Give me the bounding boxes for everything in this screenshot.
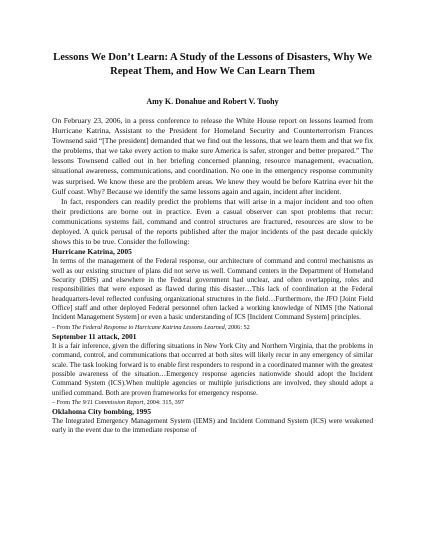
- case-heading: Oklahoma City bombing, 1995: [52, 406, 151, 416]
- citation-suffix: , 2006: 52: [224, 323, 250, 331]
- case-heading: September 11 attack, 2001: [52, 331, 137, 341]
- paper-body: [52, 116, 373, 436]
- case-heading: Hurricane Katrina, 2005: [52, 247, 132, 257]
- citation-source: The 9/11 Commission Report: [71, 398, 144, 406]
- case-citation: [52, 323, 373, 332]
- paper-title: Lessons We Don’t Learn: A Study of the Lessons of Disasters, Why We Repeat Them, and How We Can Learn Them: [53, 52, 372, 77]
- paper-authors: Amy K. Donahue and Robert V. Tuohy: [146, 97, 279, 106]
- case-block: [52, 407, 373, 436]
- case-citation: [52, 398, 373, 407]
- case-quote: It is a fair inference, given the differing situations in New York City and Northern Virginia, that the problems in command, control, and communications that occurred at both sites will likely recur in any emergency of similar scale. The task looking forward is to enable first responders to respond in a coordinated manner with the greatest possible awareness of the situation…Emergency response agencies nationwide should adopt the Incident Command System (ICS).When multiple agencies or multiple jurisdictions are involved, they should adopt a unified command. Both are proven frameworks for emergency response.: [52, 341, 373, 397]
- case-quote: In terms of the management of the Federal response, our architecture of command and control mechanisms as well as our existing structure of plans did not serve us well. Command centers in the Department of Homeland Security (DHS) and elsewhere in the Federal government had unclear, and often overlapping, roles and responsibilities that were exposed as flawed during this disaster…This lack of coordination at the Federal headquarters-level reflected confusing organizational structures in the field…Furthermore, the JFO [Joint Field Office] staff and other deployed Federal personnel often lacked a working knowledge of NIMS [the National Incident Management System] or even a basic understanding of ICS [Incident Command System] principles.: [52, 257, 373, 322]
- citation-prefix: – From: [52, 323, 72, 331]
- case-block: [52, 247, 373, 332]
- case-quote: The Integrated Emergency Management System (IEMS) and Incident Command System (ICS) were weakened early in the event due to the immediate response of: [52, 416, 373, 435]
- citation-source: The Federal Response to Hurricane Katrina Lessons Learned: [71, 323, 225, 331]
- body-paragraph: On February 23, 2006, in a press conference to release the White House report on lessons learned from Hurricane Katrina, Assistant to the President for Homeland Security and Counterterrorism Frances Townsend said “[The president] demanded that we find out the lessons, that we learn them and that we fix the problems, that we take every action to make sure America is safer, stronger and better prepared.” The lessons Townsend called out in her briefing concerned planning, resource management, evacuation, situational awareness, communications, and coordination. No one in the emergency response community was surprised. We know these are the problem areas. We knew they would be before Katrina ever hit the Gulf coast. Why? Because we identify the same lessons again and again, incident after incident.: [52, 116, 373, 196]
- citation-prefix: – From: [52, 398, 72, 406]
- body-paragraph: In fact, responders can readily predict the problems that will arise in a major incident and too often their predictions are borne out in practice. Even a casual observer can spot problems that recur: communications systems fail, command and control structures are fractured, resources are slow to be deployed. A quick perusal of the reports published after the major incidents of the past decade quickly shows this to be true. Consider the following:: [52, 196, 373, 247]
- case-block: [52, 332, 373, 407]
- citation-suffix: , 2004: 315, 397: [143, 398, 184, 406]
